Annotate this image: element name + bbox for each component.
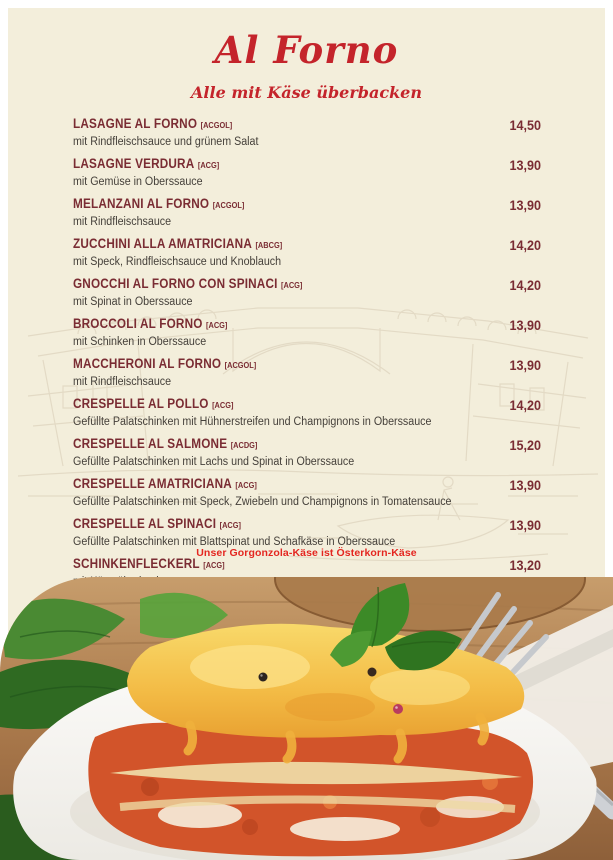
allergen-codes: [ACG]	[212, 400, 234, 410]
allergen-codes: [ACG]	[219, 520, 241, 530]
dish-name: ZUCCHINI ALLA AMATRICIANA	[73, 236, 252, 251]
dish-name: LASAGNE AL FORNO	[73, 116, 198, 131]
allergen-codes: [ACG]	[197, 160, 220, 170]
dish-price: 13,90	[509, 477, 541, 493]
menu-list	[73, 116, 541, 596]
dish-name: MACCHERONI AL FORNO	[73, 356, 222, 371]
menu-item	[73, 156, 541, 189]
allergen-codes: [ACGOL]	[212, 200, 245, 210]
dish-description: mit Rindfleischsauce	[73, 216, 172, 228]
dish-name: LASAGNE VERDURA	[73, 156, 195, 171]
allergen-codes: [ACDG]	[230, 440, 258, 450]
dish-name: SCHINKENFLECKERL	[73, 556, 200, 571]
dish-name: GNOCCHI AL FORNO CON SPINACI	[73, 276, 278, 291]
dish-name: CRESPELLE AMATRICIANA	[73, 476, 232, 491]
page-subtitle: Alle mit Käse überbacken	[191, 82, 422, 102]
dish-description: mit Rindfleischsauce	[73, 376, 172, 388]
menu-item	[73, 116, 541, 149]
dish-description: mit Spinat in Oberssauce	[73, 296, 193, 308]
dish-price: 13,90	[509, 317, 541, 333]
menu-item	[73, 396, 541, 429]
dish-price: 13,90	[509, 157, 541, 173]
dish-description: mit Rindfleischsauce und grünem Salat	[73, 136, 259, 148]
dish-description: Gefüllte Palatschinken mit Blattspinat und Schafkäse in Oberssauce	[73, 536, 396, 548]
menu-item	[73, 516, 541, 549]
lasagna-photo	[0, 577, 613, 860]
dish-price: 14,20	[509, 397, 541, 413]
dish-price: 15,20	[509, 437, 541, 453]
dish-name: CRESPELLE AL SPINACI	[73, 516, 217, 531]
dish-description: Gefüllte Palatschinken mit Hühnerstreifen und Champignons in Oberssauce	[73, 416, 432, 428]
dish-price: 13,90	[509, 357, 541, 373]
dish-name: CRESPELLE AL SALMONE	[73, 436, 228, 451]
menu-item	[73, 276, 541, 309]
lasagna-slice	[88, 624, 533, 857]
section-header	[0, 30, 613, 102]
dish-price: 13,20	[509, 557, 541, 573]
allergen-codes: [ACG]	[235, 480, 257, 490]
allergen-codes: [ACG]	[203, 560, 225, 570]
dish-price: 13,90	[509, 517, 541, 533]
dish-description: mit Gemüse in Oberssauce	[73, 176, 203, 188]
page-title: Al Forno	[214, 28, 399, 72]
allergen-codes: [ACGOL]	[200, 120, 233, 130]
dish-description: Gefüllte Palatschinken mit Speck, Zwiebeln und Champignons in Tomatensauce	[73, 496, 452, 508]
menu-item	[73, 316, 541, 349]
menu-item	[73, 356, 541, 389]
dish-price: 14,20	[509, 277, 541, 293]
cheese-note: Unser Gorgonzola-Käse ist Österkorn-Käse	[196, 547, 417, 559]
menu-item	[73, 476, 541, 509]
allergen-codes: [ACG]	[206, 320, 228, 330]
allergen-codes: [ABCG]	[255, 240, 283, 250]
dish-name: MELANZANI AL FORNO	[73, 196, 210, 211]
dish-description: mit Schinken in Oberssauce	[73, 336, 207, 348]
dish-name: BROCCOLI AL FORNO	[73, 316, 203, 331]
dish-description: mit Speck, Rindfleischsauce und Knoblauch	[73, 256, 282, 268]
dish-price: 14,20	[509, 237, 541, 253]
menu-item	[73, 196, 541, 229]
dish-price: 14,50	[509, 117, 541, 133]
menu-item	[73, 436, 541, 469]
dish-price: 13,90	[509, 197, 541, 213]
dish-description: Gefüllte Palatschinken mit Lachs und Spinat in Oberssauce	[73, 456, 355, 468]
allergen-codes: [ACGOL]	[224, 360, 257, 370]
dish-name: CRESPELLE AL POLLO	[73, 396, 209, 411]
menu-item	[73, 236, 541, 269]
allergen-codes: [ACG]	[281, 280, 303, 290]
